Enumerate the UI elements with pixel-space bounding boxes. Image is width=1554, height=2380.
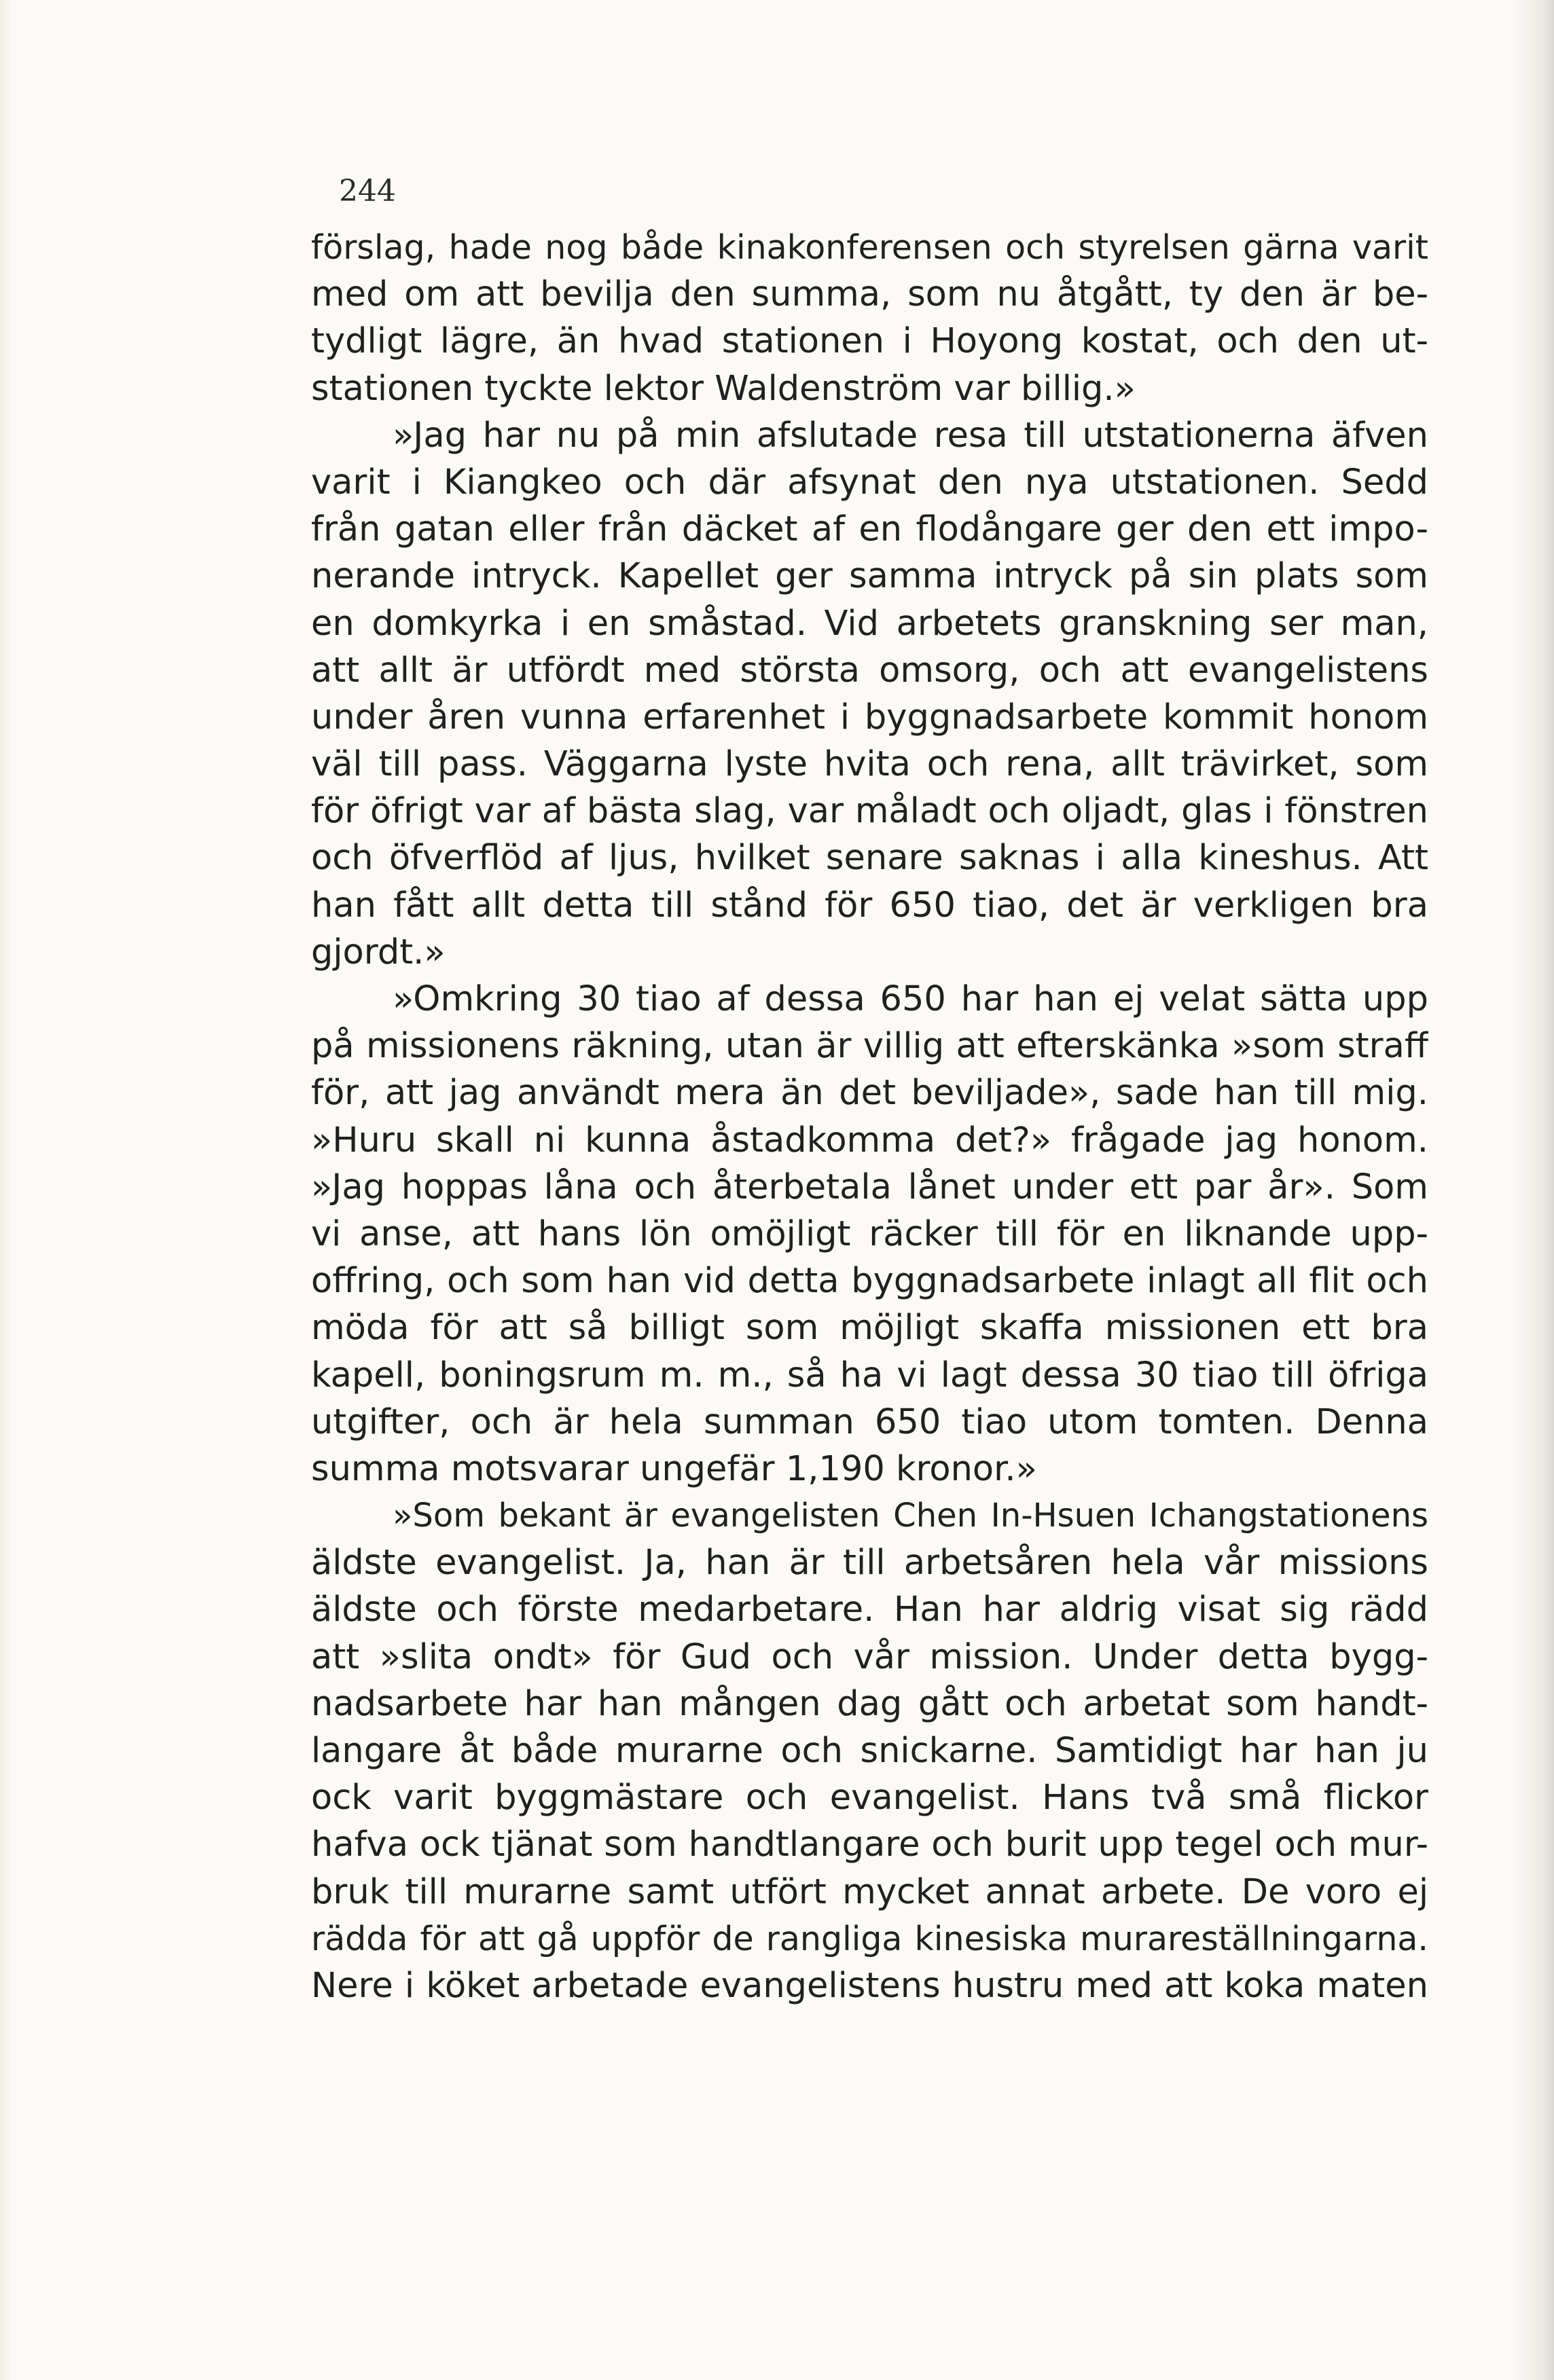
text-line: stationen tyckte lektor Waldenström var billig.» — [311, 368, 1136, 409]
text-line: »Jag har nu på min afslutade resa till utstationerna äfven — [393, 415, 1428, 456]
text-line: på missionens räkning, utan är villig att efterskänka »som straff — [311, 1026, 1428, 1067]
text-line: äldste och förste medarbetare. Han har aldrig visat sig rädd — [311, 1590, 1428, 1630]
text-line: under åren vunna erfarenhet i byggnadsarbete kommit honom — [311, 697, 1428, 737]
text-line: äldste evangelist. Ja, han är till arbetsåren hela vår missions — [311, 1543, 1428, 1583]
text-line: hafva ock tjänat som handtlangare och burit upp tegel och mur- — [311, 1825, 1428, 1865]
text-line: att allt är utfördt med största omsorg, och att evangelistens — [311, 650, 1428, 691]
text-line: förslag, hade nog både kinakonferensen och styrelsen gärna varit — [311, 228, 1428, 267]
text-line: kapell, boningsrum m. m., så ha vi lagt dessa 30 tiao till öfriga — [311, 1355, 1428, 1395]
text-line: »Som bekant är evangelisten Chen In-Hsuen Ichangstationens — [393, 1497, 1428, 1535]
text-line: bruk till murarne samt utfört mycket annat arbete. De voro ej — [311, 1871, 1428, 1912]
page-right-edge-shadow — [1513, 0, 1554, 2380]
text-line: rädda för att gå uppför de rangliga kinesiska murareställningarna. — [311, 1919, 1428, 1958]
page-left-edge-shadow — [0, 0, 12, 2380]
text-line: offring, och som han vid detta byggnadsarbete inlagt all flit och — [311, 1261, 1428, 1302]
text-line: gjordt.» — [311, 932, 446, 972]
text-line: ock varit byggmästare och evangelist. Hans två små flickor — [311, 1778, 1428, 1818]
text-line: nerande intryck. Kapellet ger samma intryck på sin plats som — [311, 556, 1428, 597]
text-line: och öfverflöd af ljus, hvilket senare saknas i alla kineshus. Att — [311, 838, 1428, 879]
text-line: han fått allt detta till stånd för 650 tiao, det är verkligen bra — [311, 885, 1428, 926]
text-line: utgifter, och är hela summan 650 tiao utom tomten. Denna — [311, 1402, 1428, 1442]
text-line: Nere i köket arbetade evangelistens hustru med att koka maten — [311, 1965, 1428, 2006]
text-line: vi anse, att hans lön omöjligt räcker till för en liknande upp- — [311, 1213, 1428, 1254]
text-line: att »slita ondt» för Gud och vår mission. Under detta bygg- — [311, 1636, 1428, 1677]
text-line: en domkyrka i en småstad. Vid arbetets granskning ser man, — [311, 603, 1428, 644]
body-text — [311, 224, 1428, 2009]
text-line: möda för att så billigt som möjligt skaffa missionen ett bra — [311, 1308, 1428, 1349]
text-line: från gatan eller från däcket af en flodångare ger den ett impo- — [311, 509, 1428, 550]
text-line: väl till pass. Väggarna lyste hvita och rena, allt trävirket, som — [311, 744, 1428, 785]
text-line: för, att jag användt mera än det beviljade», sade han till mig. — [311, 1073, 1428, 1114]
text-line: för öfrigt var af bästa slag, var måladt och oljadt, glas i fönstren — [311, 791, 1428, 832]
text-line: »Jag hoppas låna och återbetala lånet under ett par år». Som — [311, 1167, 1428, 1207]
text-line: med om att bevilja den summa, som nu åtgått, ty den är be- — [311, 274, 1428, 315]
text-line: varit i Kiangkeo och där afsynat den nya utstationen. Sedd — [311, 462, 1428, 502]
text-line: »Huru skall ni kunna åstadkomma det?» frågade jag honom. — [311, 1120, 1428, 1160]
text-line: nadsarbete har han mången dag gått och arbetat som handt- — [311, 1683, 1428, 1724]
text-line: summa motsvarar ungefär 1,190 kronor.» — [311, 1448, 1037, 1489]
text-line: »Omkring 30 tiao af dessa 650 har han ej velat sätta upp — [393, 979, 1428, 1019]
text-line: langare åt både murarne och snickarne. Samtidigt har han ju — [311, 1731, 1428, 1771]
text-line: tydligt lägre, än hvad stationen i Hoyong kostat, och den ut- — [311, 321, 1428, 362]
page-number: 244 — [339, 174, 396, 208]
